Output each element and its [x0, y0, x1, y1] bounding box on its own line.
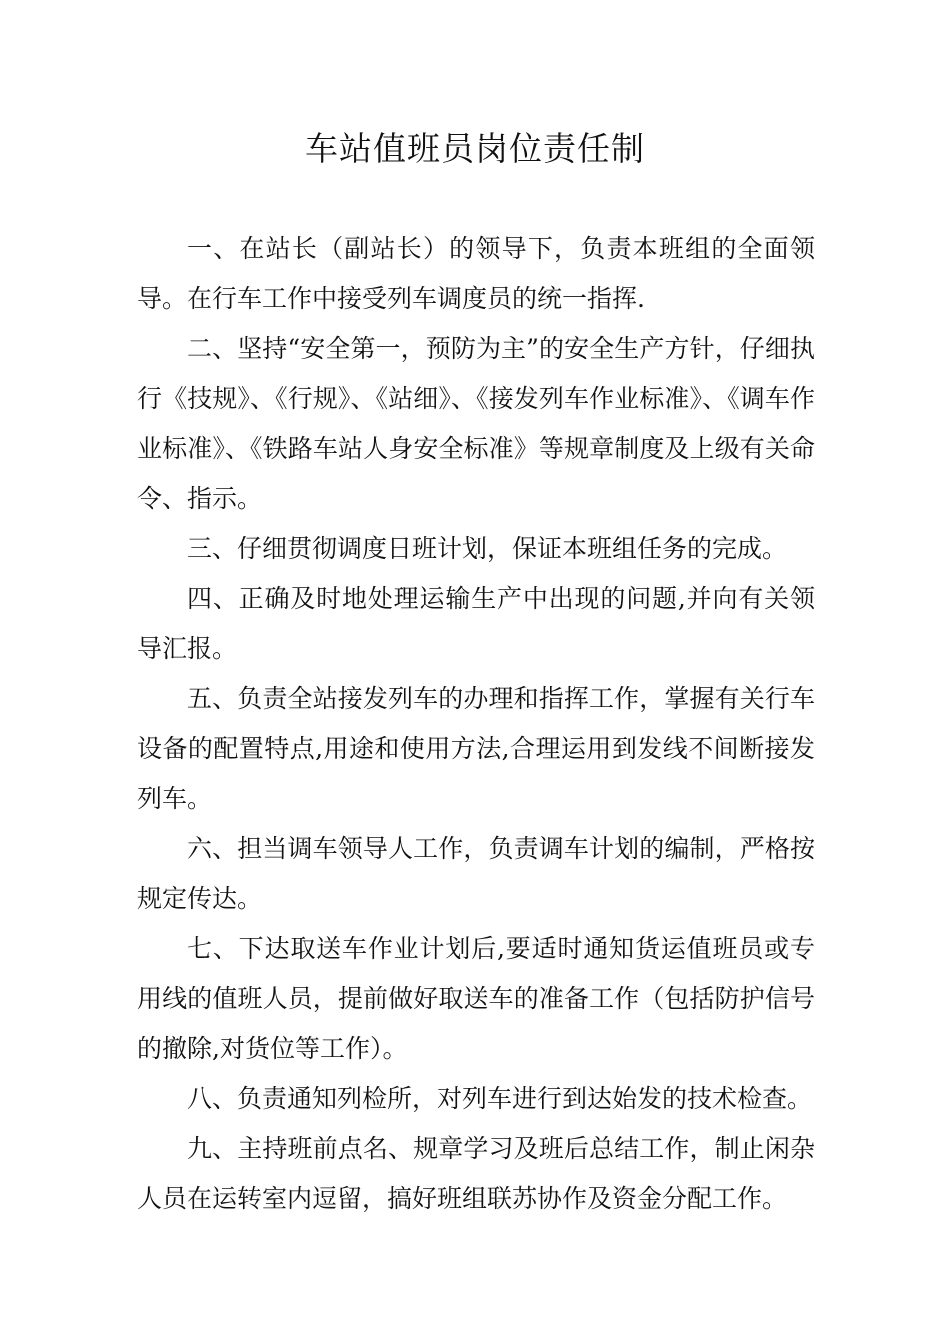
paragraph-4: 四、正确及时地处理运输生产中出现的问题,并向有关领导汇报。: [137, 584, 815, 663]
document-body: [137, 224, 815, 1224]
paragraph-9: 九、主持班前点名、规章学习及班后总结工作，制止闲杂人员在运转室内逗留，搞好班组联苏协作及资金分配工作。: [137, 1134, 815, 1213]
paragraph-6: 六、担当调车领导人工作，负责调车计划的编制，严格按规定传达。: [137, 834, 815, 913]
paragraph-7: 七、下达取送车作业计划后,要适时通知货运值班员或专用线的值班人员，提前做好取送车的准备工作（包括防护信号的撤除,对货位等工作）。: [137, 934, 815, 1063]
paragraph-5: 五、负责全站接发列车的办理和指挥工作，掌握有关行车设备的配置特点,用途和使用方法,合理运用到发线不间断接发列车。: [137, 684, 815, 813]
document-title: 车站值班员岗位责任制: [305, 129, 645, 168]
paragraph-8: 八、负责通知列检所，对列车进行到达始发的技术检查。: [187, 1084, 813, 1113]
paragraph-2: 二、坚持“安全第一，预防为主”的安全生产方针，仔细执行《技规》、《行规》、《站细》、《接发列车作业标准》、《调车作业标准》、《铁路车站人身安全标准》等规章制度及上级有关命令、指示。: [137, 334, 815, 513]
paragraph-3: 三、仔细贯彻调度日班计划，保证本班组任务的完成。: [187, 534, 788, 563]
paragraph-1: 一、在站长（副站长）的领导下，负责本班组的全面领导。在行车工作中接受列车调度员的统一指挥.: [137, 234, 815, 313]
